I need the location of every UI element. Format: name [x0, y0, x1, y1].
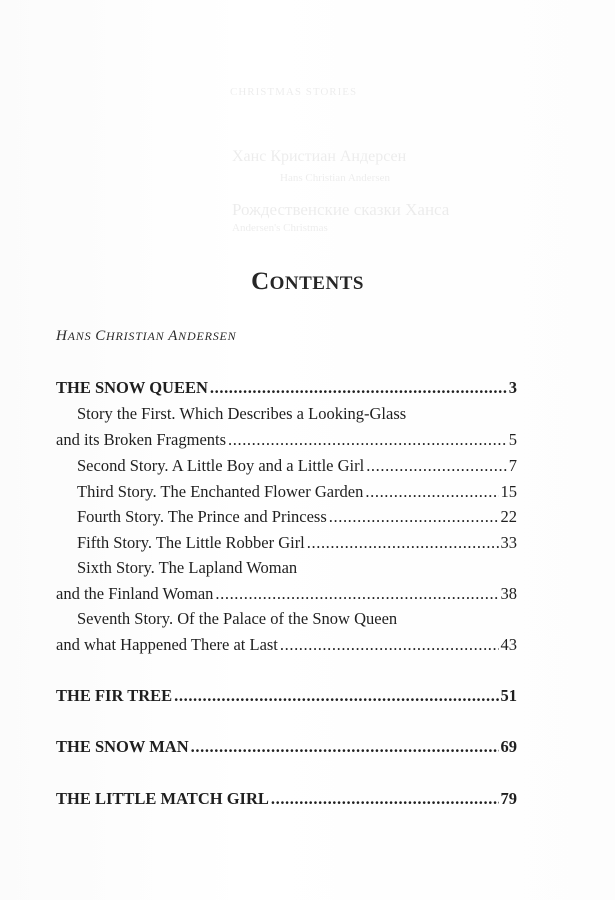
toc-entry-title: Story the First. Which Describes a Looking-Glass: [77, 404, 407, 423]
dot-leader: [215, 584, 498, 604]
dot-leader: [210, 378, 507, 398]
toc-page-number: 22: [500, 507, 517, 526]
toc-entry[interactable]: [77, 404, 517, 424]
bleed-through-text: Ханс Кристиан Андерсен: [232, 148, 407, 165]
toc-entry[interactable]: [56, 789, 517, 809]
toc-page-number: 69: [500, 737, 517, 756]
toc-page-number: 33: [500, 533, 517, 552]
toc-page-number: 43: [500, 635, 517, 654]
author-part: HRISTIAN: [106, 329, 169, 343]
toc-entry-title: and its Broken Fragments: [56, 430, 227, 449]
toc-entry-title: THE LITTLE MATCH GIRL: [56, 789, 269, 808]
toc-entry[interactable]: [77, 609, 517, 629]
dot-leader: [228, 430, 507, 450]
toc-page-number: 5: [508, 430, 517, 449]
dot-leader: [366, 456, 507, 476]
toc-entry[interactable]: [56, 584, 517, 604]
toc-entry[interactable]: [56, 635, 517, 655]
bleed-through-text: CHRISTMAS STORIES: [230, 86, 358, 98]
toc-entry-title: THE FIR TREE: [56, 686, 173, 705]
toc-entry-title: Second Story. A Little Boy and a Little Girl: [77, 456, 365, 475]
toc-entry[interactable]: [56, 737, 517, 757]
toc-page-number: 15: [500, 482, 517, 501]
toc-entry[interactable]: [56, 378, 517, 398]
toc-page-number: 3: [508, 378, 517, 397]
toc-entry-title: Seventh Story. Of the Palace of the Snow Queen: [77, 609, 398, 628]
dot-leader: [329, 507, 499, 527]
toc-page-number: 51: [500, 686, 517, 705]
toc-page-number: 7: [508, 456, 517, 475]
dot-leader: [191, 737, 499, 757]
author-part: ANS: [67, 329, 96, 343]
dot-leader: [307, 533, 499, 553]
bleed-through-text: Andersen's Christmas: [232, 222, 328, 234]
toc-page-number: 79: [500, 789, 517, 808]
toc-entry[interactable]: [77, 558, 517, 578]
toc-entry[interactable]: [77, 482, 517, 502]
toc-entry[interactable]: [56, 430, 517, 450]
toc-entry-title: Fifth Story. The Little Robber Girl: [77, 533, 305, 552]
toc-entry-title: THE SNOW MAN: [56, 737, 189, 756]
toc-entry-title: and what Happened There at Last: [56, 635, 278, 654]
bleed-through-text: Рождественские сказки Ханса: [232, 200, 450, 219]
toc-entry[interactable]: [77, 456, 517, 476]
dot-leader: [365, 482, 498, 502]
toc-entry[interactable]: [77, 507, 517, 527]
bleed-through-text: Hans Christian Andersen: [280, 172, 390, 184]
toc-entry[interactable]: [77, 533, 517, 553]
author-part: NDERSEN: [178, 329, 237, 343]
dot-leader: [271, 789, 499, 809]
toc-entry-title: THE SNOW QUEEN: [56, 378, 208, 397]
author-initial: C: [95, 328, 106, 344]
toc-entry-title: Sixth Story. The Lapland Woman: [77, 558, 298, 577]
author-initial: H: [56, 328, 68, 344]
author-name: [56, 328, 236, 345]
contents-heading-rest: ONTENTS: [269, 273, 364, 294]
contents-heading-initial: C: [251, 268, 270, 295]
toc-page-number: 38: [500, 584, 517, 603]
toc-entry[interactable]: [56, 686, 517, 706]
dot-leader: [280, 635, 499, 655]
dot-leader: [174, 686, 498, 706]
author-initial: A: [168, 328, 179, 344]
toc-entry-title: and the Finland Woman: [56, 584, 214, 603]
contents-heading: [0, 268, 615, 296]
toc-entry-title: Fourth Story. The Prince and Princess: [77, 507, 327, 526]
toc-entry-title: Third Story. The Enchanted Flower Garden: [77, 482, 364, 501]
